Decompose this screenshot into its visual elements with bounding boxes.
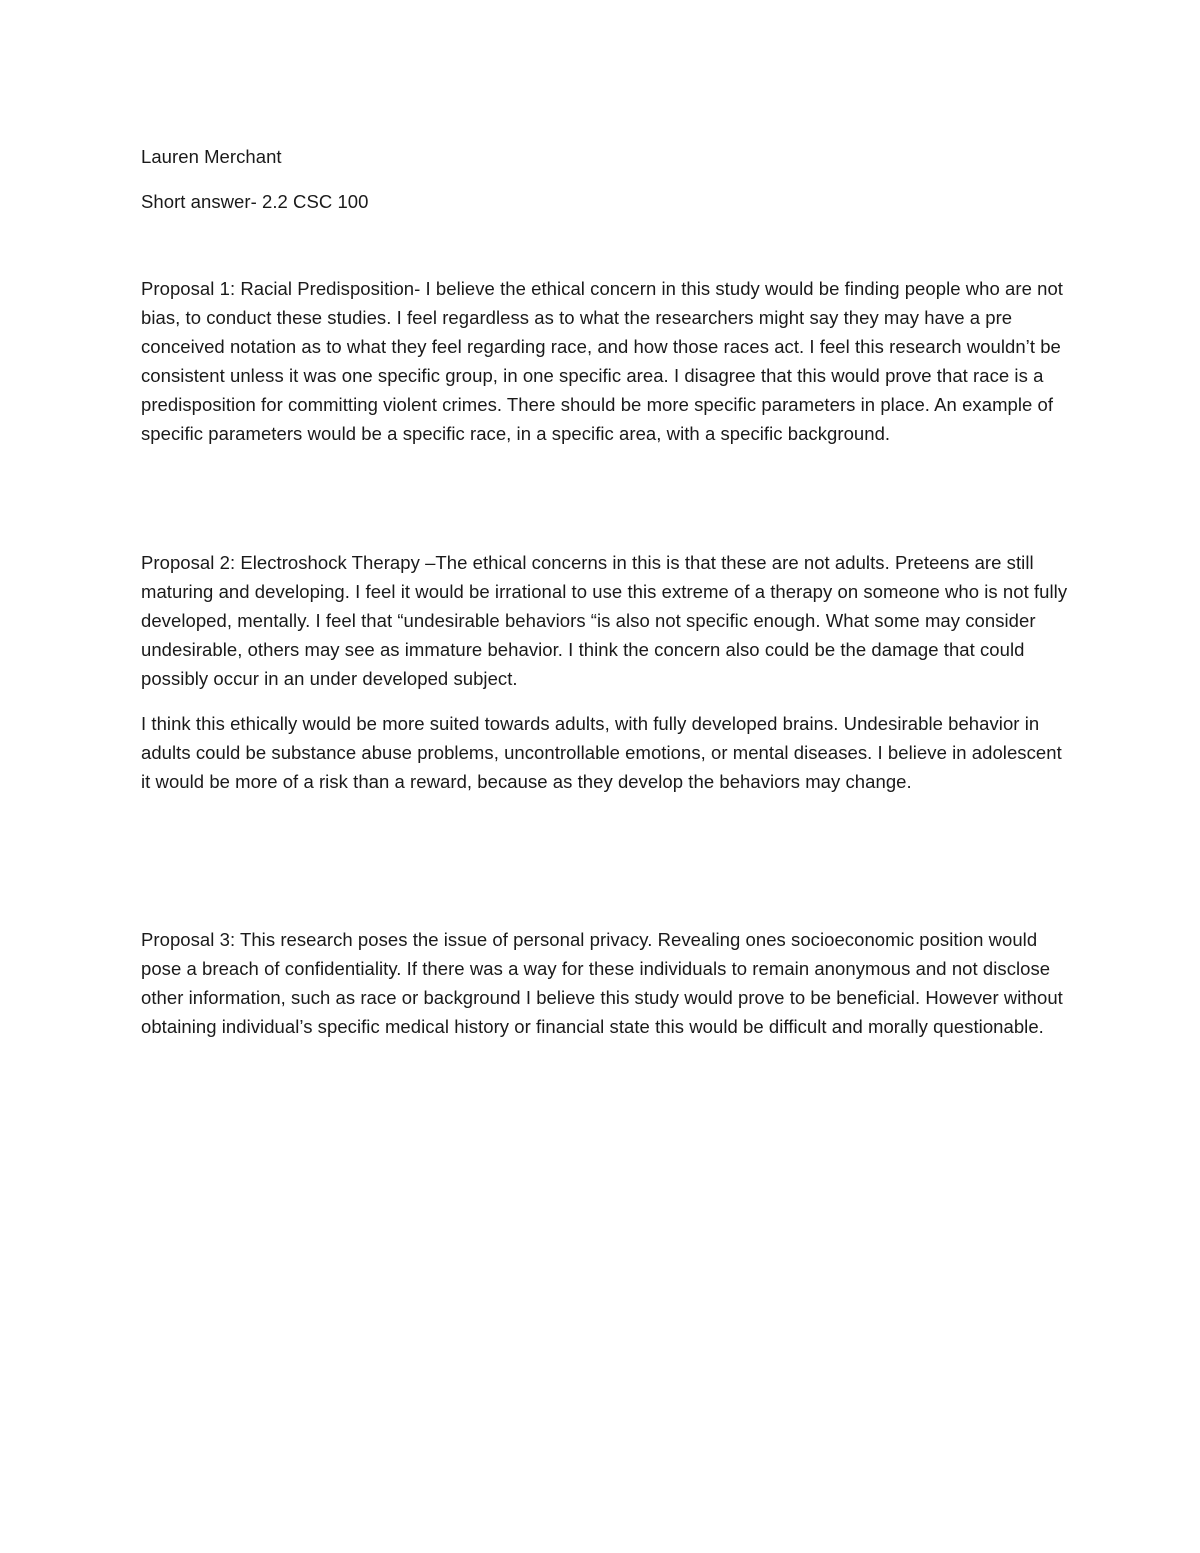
document-body — [141, 142, 1071, 1041]
paragraph-proposal-3: Proposal 3: This research poses the issue of personal privacy. Revealing ones socioeconomic position would pose a breach of confidentiality. If there was a way for these individuals to remain anonymous and not disclose other information, such as race or background I believe this study would prove to be beneficial. However without obtaining individual’s specific medical history or financial state this would be difficult and morally questionable. — [141, 929, 1063, 1037]
paragraph-proposal-1: Proposal 1: Racial Predisposition- I believe the ethical concern in this study would be finding people who are not bias, to conduct these studies. I feel regardless as to what the researchers might say they may have a pre conceived notation as to what they feel regarding race, and how those races act. I feel this research wouldn’t be consistent unless it was one specific group, in one specific area. I disagree that this would prove that race is a predisposition for committing violent crimes. There should be more specific parameters in place. An example of specific parameters would be a specific race, in a specific area, with a specific background. — [141, 278, 1063, 444]
author-name: Lauren Merchant — [141, 146, 282, 167]
assignment-title: Short answer- 2.2 CSC 100 — [141, 191, 369, 212]
paragraph-proposal-2: Proposal 2: Electroshock Therapy –The ethical concerns in this is that these are not adults. Preteens are still maturing and developing. I feel it would be irrational to use this extreme of a therapy on someone who is not fully developed, mentally. I feel that “undesirable behaviors “is also not specific enough. What some may consider undesirable, others may see as immature behavior. I think the concern also could be the damage that could possibly occur in an under developed subject. — [141, 552, 1068, 689]
paragraph-proposal-2-continued: I think this ethically would be more suited towards adults, with fully developed brains. Undesirable behavior in adults could be substance abuse problems, uncontrollable emotions, or mental diseases. I believe in adolescent it would be more of a risk than a reward, because as they develop the behaviors may change. — [141, 713, 1062, 792]
